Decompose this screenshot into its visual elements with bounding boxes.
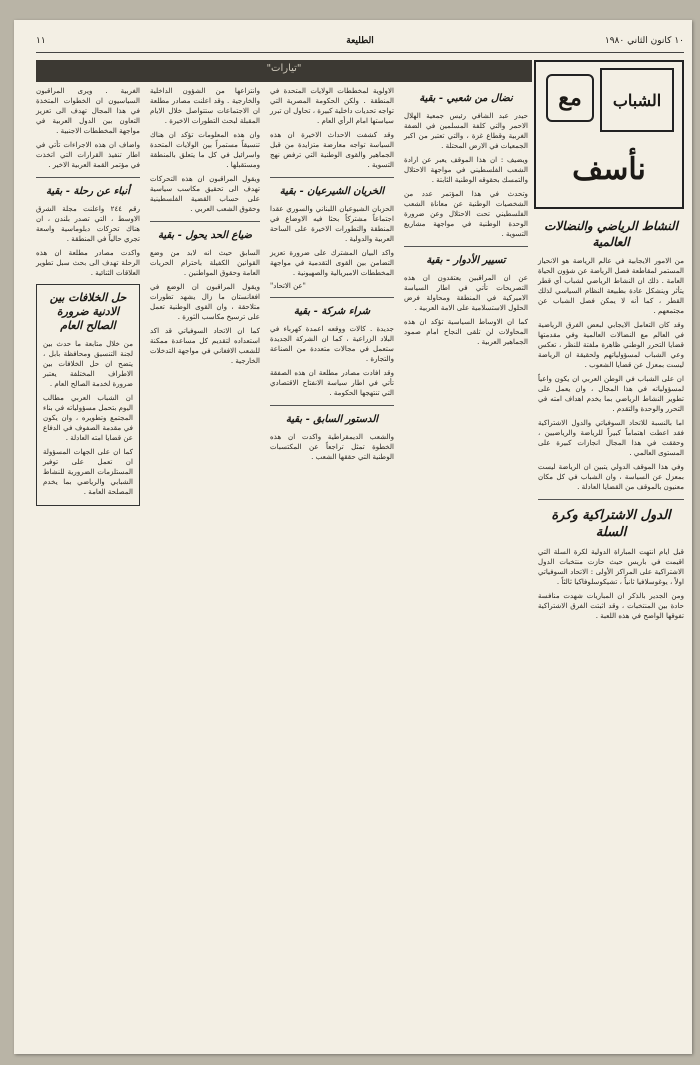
article-paragraph: اما بالنسبة للاتحاد السوفياتي والدول الاشتراكية فقد اعطت اهتماماً كبيراً للرياضة والرياضيين ، وحققت في هذا المجال انجازات كبيرة على المستوى العالمي . bbox=[538, 418, 684, 457]
column-1 bbox=[538, 212, 684, 1054]
article-paragraph: وقد كشفت الاحداث الاخيرة ان هذه السياسة تواجه معارضة متزايدة من قبل الجماهير والقوى الوطنية التي ترفض نهج التسوية . bbox=[270, 130, 394, 169]
issue-date: ١٠ كانون الثاني ١٩٨٠ bbox=[604, 36, 684, 46]
divider bbox=[404, 246, 528, 247]
article-paragraph: واضاف ان هذه الاجراءات تأتي في اطار تنفيذ القرارات التي اتخذت في مؤتمر القمة العربية الاخير . bbox=[36, 140, 140, 169]
article-paragraph: قبل ايام انتهت المباراة الدولية لكرة السلة التي اقيمت في باريس حيث حازت منتخبات الدول الاشتراكية على المراكز الأولى : الاتحاد السوفياتي اولاً ، يوغوسلافيا ثانياً ، تشيكوسلوفاكيا ثالثاً . bbox=[538, 547, 684, 586]
article-paragraph: وفي هذا الموقف الدولي يتبين ان الرياضة ليست بمعزل عن السياسة ، وان الشباب في كل مكان معنيون بالموقف من القضايا العادلة . bbox=[538, 462, 684, 491]
article-heading: الخريان الشيرعيان - بقية bbox=[279, 186, 385, 197]
newspaper-page bbox=[14, 20, 692, 1054]
article-paragraph: رقم ٢٤٤ واعلنت مجلة الشرق الاوسط ، التي تصدر بلندن ، ان هناك تحركات دبلوماسية واسعة تجري حالياً في المنطقة . bbox=[36, 204, 140, 243]
column-5 bbox=[36, 86, 140, 1054]
boxed-article-heading: حل الخلافات بين الادنية ضرورة الصالح العام bbox=[49, 291, 127, 332]
header-rule bbox=[36, 52, 684, 53]
article-heading: أنباء عن رحلة - بقية bbox=[46, 186, 130, 197]
youth-section-label: الشباب bbox=[600, 68, 674, 132]
article-paragraph: ويقول المراقبون ان الوضع في افغانستان ما زال يشهد تطورات متلاحقة ، وان القوى الوطنية تعمل على ترسيخ مكاسب الثورة . bbox=[150, 282, 260, 321]
article-paragraph: ويقول المراقبون ان هذه التحركات تهدف الى تحقيق مكاسب سياسية على حساب القضية الفلسطينية وحقوق الشعب العربي . bbox=[150, 174, 260, 213]
section-banner bbox=[36, 60, 532, 82]
article-paragraph: وتحدث في هذا المؤتمر عدد من الشخصيات الوطنية عن معاناة الشعب الفلسطيني تحت الاحتلال وعن ضرورة الوحدة الوطنية في مواجهة مشاريع التسوية . bbox=[404, 189, 528, 238]
boxed-article bbox=[36, 284, 140, 506]
article-paragraph: والشعب الديمقراطية واكدت ان هذه الخطوة تمثل تراجعاً عن المكتسبات الوطنية التي حققها الشعب . bbox=[270, 432, 394, 461]
article-paragraph: عن ان المراقبين يعتقدون ان هذه التصريحات تأتي في اطار السياسة الاميركية في المنطقة ومحاولة فرض الحلول الاستسلامية على الامة العربية . bbox=[404, 273, 528, 312]
article-heading: نضال من شعبي - بقية bbox=[419, 93, 513, 104]
article-paragraph: كما ان الاوساط السياسية تؤكد ان هذه المحاولات لن تلقى النجاح امام صمود الجماهير العربية . bbox=[404, 317, 528, 346]
divider bbox=[36, 177, 140, 178]
article-paragraph: جديدة . كالات ووقعه اعمدة كهرباء في البلاد الزراعية ، كما ان الشركة الجديدة ستعمل في مجالات متعددة من الصناعة والتجارة . bbox=[270, 324, 394, 363]
page-number: ١١ bbox=[36, 36, 46, 46]
divider bbox=[538, 499, 684, 500]
divider bbox=[270, 297, 394, 298]
column-4 bbox=[150, 86, 260, 1054]
article-paragraph: حيدر عبد الشافي رئيس جمعية الهلال الاحمر والتي كلفة المسلمين في الضفة الغربية وقطاع غزة ، والتي تعتبر من اكبر الجمعيات في الارض المحتلة . bbox=[404, 111, 528, 150]
article-paragraph: واكدت مصادر مطلعة ان هذه الرحلة تهدف الى بحث سبل تطوير العلاقات الثنائية . bbox=[36, 248, 140, 277]
article-paragraph: وان هذه المعلومات تؤكد ان هناك تنسيقاً مستمراً بين الولايات المتحدة واسرائيل في كل ما يتعلق بالمنطقة ومستقبلها . bbox=[150, 130, 260, 169]
article-paragraph: وانتزاعها من الشؤون الداخلية والخارجية . وقد اعلنت مصادر مطلعة ان الاجتماعات ستتواصل خلال الايام المقبلة لبحث التطورات الاخيرة . bbox=[150, 86, 260, 125]
article-heading: الدستور السابق - بقية bbox=[285, 414, 379, 425]
article-paragraph: ان الشباب العربي مطالب اليوم بتحمل مسؤولياته في بناء المجتمع وتطويره ، وان يكون في مقدمة الصفوف في الدفاع عن قضايا امته العادلة . bbox=[43, 393, 133, 442]
banner-label: "تيارات" bbox=[266, 63, 302, 74]
article-paragraph: الاولوية لمخططات الولايات المتحدة في المنطقة . ولكن الحكومة المصرية التي تواجه تحديات داخلية كبيرة ، تحاول ان تبرر سياستها امام الرأي العام . bbox=[270, 86, 394, 125]
divider bbox=[270, 405, 394, 406]
article-paragraph: كما ان الاتحاد السوفياتي قد اكد استعداده لتقديم كل مساعدة ممكنة للشعب الافغاني في مواجهة التدخلات الخارجية . bbox=[150, 326, 260, 365]
youth-section-box bbox=[534, 60, 684, 209]
article-paragraph: السابق حيث انه لابد من وضع القوانين الكفيلة باحترام الحريات العامة وحقوق المواطنين . bbox=[150, 248, 260, 277]
article-paragraph: من الامور الايجابية في عالم الرياضة هو الانحياز المستمر لمقاطعة فصل الرياضة عن شؤون الحياة العامة . ذلك ان النشاط الرياضي لشباب أي قطر يتأثر وينشكل عادة بطبيعة النظام السياسي لذلك القطر ، كما أنه لا يمكن فصل الشباب عن مجتمعهم . bbox=[538, 256, 684, 315]
page-header bbox=[36, 34, 684, 52]
article-heading: تسيير الأدوار - بقية bbox=[426, 255, 506, 266]
article-paragraph: وقد افادت مصادر مطلعة ان هذه الصفقة تأتي في اطار سياسة الانفتاح الاقتصادي التي تنتهجها الحكومة . bbox=[270, 368, 394, 397]
article-heading: ضياع الحد يحول - بقية bbox=[157, 230, 253, 241]
article-paragraph: ومن الجدير بالذكر ان المباريات شهدت منافسة حادة بين المنتخبات ، وقد اثبتت الفرق الاشتراكية تفوقها الواضح في هذه اللعبة . bbox=[538, 591, 684, 620]
article-paragraph: ويضيف : ان هذا الموقف يعبر عن ارادة الشعب الفلسطيني في مواجهة الاحتلال والتمسك بحقوقه الوطنية الثابتة . bbox=[404, 155, 528, 184]
article-paragraph: وقد كان التعامل الايجابي لبعض الفرق الرياضية في العالم مع النضالات العالمية وفي مقدمتها قضايا التحرر الوطني ظاهرة ملفتة للنظر ، تعكس وعي الشباب لمسؤولياتهم ولحقيقة ان الرياضة ليست بمعزل عن قضايا الشعوب . bbox=[538, 320, 684, 369]
article-heading: شراء شركة - بقية bbox=[293, 306, 371, 317]
article-heading: الدول الاشتراكية وكرة السلة bbox=[551, 508, 671, 540]
article-heading: النشاط الرياضي والنضالات العالمية bbox=[544, 219, 678, 249]
attribution: "عن الاتحاد" bbox=[270, 282, 306, 290]
youth-section-mark: مع bbox=[546, 74, 594, 122]
article-paragraph: من خلال متابعة ما حدث بين لجنة التنسيق ومحافظة بابل ، يتضح ان حل الخلافات بين الاطراف المختلفة يعتبر ضرورة لخدمة الصالح العام . bbox=[43, 339, 133, 388]
article-paragraph: واكد البيان المشترك على ضرورة تعزيز التضامن بين القوى التقدمية في مواجهة المخططات الامبريالية والصهيونية . bbox=[270, 248, 394, 277]
column-2 bbox=[404, 86, 528, 1054]
column-title: نأسف bbox=[572, 152, 646, 187]
article-paragraph: ان على الشباب في الوطن العربي ان يكون واعياً لمسؤولياته في هذا المجال ، وان يعمل على تطوير النشاط الرياضي بما يخدم اهداف امته في التحرر والوحدة والتقدم . bbox=[538, 374, 684, 413]
article-paragraph: كما ان على الجهات المسؤولة ان تعمل على توفير المستلزمات الضرورية للنشاط الشبابي والرياضي بما يخدم المصلحة العامة . bbox=[43, 447, 133, 496]
publication-name: الطليعة bbox=[346, 36, 374, 46]
divider bbox=[270, 177, 394, 178]
article-paragraph: الغربية . ويرى المراقبون السياسيون ان الخطوات المتخذة في هذا المجال تهدف الى تعزيز التعاون بين الدول العربية في مواجهة المخططات الاجنبية . bbox=[36, 86, 140, 135]
article-paragraph: الحزبان الشيوعيان اللبناني والسوري عقدا اجتماعاً مشتركاً بحثا فيه الاوضاع في المنطقة والتطورات الاخيرة على الساحة العربية والدولية . bbox=[270, 204, 394, 243]
divider bbox=[150, 221, 260, 222]
column-3 bbox=[270, 86, 394, 1054]
